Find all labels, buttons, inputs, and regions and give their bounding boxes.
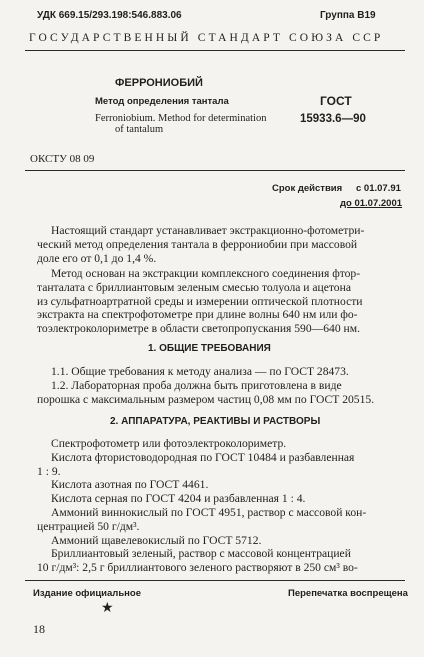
subtitle-en-line1: Ferroniobium. Method for determination: [95, 113, 267, 124]
title-divider: [25, 170, 405, 171]
subtitle-en-line2: of tantalum: [115, 124, 164, 135]
section-2-heading: 2. АППАРАТУРА, РЕАКТИВЫ И РАСТВОРЫ: [110, 416, 321, 427]
document-title: ФЕРРОНИОБИЙ: [115, 77, 203, 89]
header-divider: [25, 50, 405, 51]
section-2-body: Спектрофотометр или фотоэлектроколориметр. Кислота фтористоводородная по ГОСТ 10484 и разбавленная 1 : 9. Кислота азотная по ГОСТ 4461. Кислота серная по ГОСТ 4204 и разбавленная 1 : 4. Аммоний виннокислый по ГОСТ 4951, раствор с массовой кон- центрацией 50 г/дм³. Аммоний щавелевокислый по ГОСТ 5712. Бриллиантовый зеленый, раствор с массовой концентрацией 10 г/дм³: 2,5 г бриллиантового зеленого растворяют в 250 см³ во-: [37, 437, 367, 575]
footer-divider: [25, 580, 405, 581]
official-edition-label: Издание официальное: [33, 588, 141, 599]
intro-paragraph-1: Настоящий стандарт устанавливает экстракционно-фотометри- ческий метод определения тантала в феррониобии при массовой доле его от 0,1 до 1,4 %.: [37, 224, 365, 265]
standard-banner: ГОСУДАРСТВЕННЫЙ СТАНДАРТ СОЮЗА ССР: [29, 32, 384, 44]
intro-paragraph-2: Метод основан на экстракции комплексного соединения фтор- танталата с бриллиантовым зеленым смесью толуола и ацетона из сульфатноартратной среды и измерении оптической плотности экстракта на спектрофотометре при длине волны 640 нм или фо- тоэлектроколориметре в области светопропускания 590—640 нм.: [37, 267, 363, 336]
validity-to: до 01.07.2001: [340, 198, 403, 209]
gost-number: 15933.6—90: [300, 113, 366, 125]
group-code: Группа В19: [320, 10, 376, 21]
page-number: 18: [33, 622, 45, 636]
section-1-body: 1.1. Общие требования к методу анализа — по ГОСТ 28473. 1.2. Лабораторная проба должна быть приготовлена в виде порошка с максимальным размером частиц 0,08 мм по ГОСТ 20515.: [37, 365, 375, 406]
reprint-prohibited-label: Перепечатка воспрещена: [288, 588, 408, 599]
section-1-heading: 1. ОБЩИЕ ТРЕБОВАНИЯ: [148, 343, 271, 354]
validity-label: Срок действия: [272, 183, 343, 194]
okstu-code: ОКСТУ 08 09: [30, 153, 95, 165]
star-icon: ★: [101, 601, 114, 616]
subtitle-ru: Метод определения тантала: [95, 96, 229, 107]
validity-from: с 01.07.91: [356, 183, 401, 194]
gost-label: ГОСТ: [320, 94, 352, 108]
udk-code: УДК 669.15/293.198:546.883.06: [37, 10, 182, 21]
